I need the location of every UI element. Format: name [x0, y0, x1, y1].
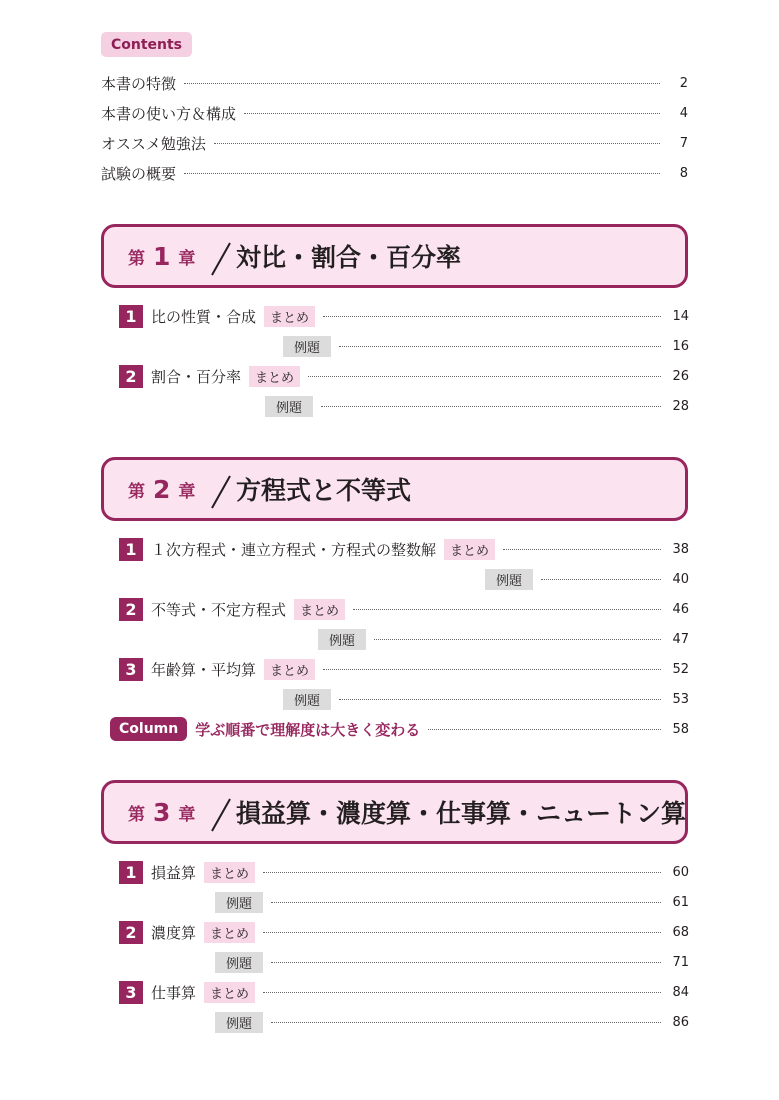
contents-badge: Contents [101, 32, 192, 57]
chapter-prefix: 第 [128, 248, 145, 269]
summary-tag: まとめ [264, 306, 315, 327]
leader-dots [184, 173, 660, 174]
chapter-number [128, 783, 195, 841]
chapter-num: 2 [153, 474, 171, 504]
leader-dots [374, 639, 661, 640]
chapter-suffix: 章 [178, 481, 196, 502]
chapter-num: 3 [153, 797, 171, 827]
toc-entry[interactable] [101, 131, 688, 155]
chapter-title: 対比・割合・百分率 [236, 243, 462, 272]
column-row[interactable] [110, 717, 689, 741]
page-number: 86 [672, 1014, 689, 1030]
leader-dots [271, 962, 661, 963]
example-tag: 例題 [215, 892, 263, 913]
chapter-suffix: 章 [178, 248, 196, 269]
chapter-heading[interactable] [101, 457, 688, 521]
chapter-title: 損益算・濃度算・仕事算・ニュートン算 [236, 799, 687, 828]
summary-tag: まとめ [264, 659, 315, 680]
section-row[interactable] [119, 920, 689, 944]
page-number: 40 [672, 571, 689, 587]
section-title: 損益算 [151, 863, 197, 882]
section-row[interactable] [119, 364, 689, 388]
leader-dots [271, 1022, 661, 1023]
chapter-heading[interactable] [101, 780, 688, 844]
leader-dots [244, 113, 660, 114]
section-row[interactable] [119, 597, 689, 621]
section-row[interactable] [119, 537, 689, 561]
leader-dots [339, 699, 661, 700]
section-number: 2 [119, 921, 143, 944]
summary-tag: まとめ [444, 539, 495, 560]
example-tag: 例題 [215, 1012, 263, 1033]
example-row[interactable] [265, 394, 689, 418]
page-number: 2 [679, 75, 688, 91]
example-tag: 例題 [265, 396, 313, 417]
section-row[interactable] [119, 860, 689, 884]
leader-dots [263, 992, 661, 993]
page-number: 71 [672, 954, 689, 970]
toc-entry[interactable] [101, 101, 688, 125]
leader-dots [323, 669, 661, 670]
page-number: 14 [672, 308, 689, 324]
page-number: 61 [672, 894, 689, 910]
summary-tag: まとめ [249, 366, 300, 387]
example-row[interactable] [485, 567, 689, 591]
page-number: 46 [672, 601, 689, 617]
page-number: 68 [672, 924, 689, 940]
section-number: 1 [119, 538, 143, 561]
page-number: 28 [672, 398, 689, 414]
toc-entry-label: 本書の特徴 [101, 74, 177, 93]
leader-dots [308, 376, 661, 377]
example-tag: 例題 [318, 629, 366, 650]
summary-tag: まとめ [204, 922, 255, 943]
section-title: 不等式・不定方程式 [151, 600, 287, 619]
leader-dots [353, 609, 661, 610]
toc-entry-label: 試験の概要 [101, 164, 177, 183]
example-tag: 例題 [283, 336, 331, 357]
page-number: 26 [672, 368, 689, 384]
summary-tag: まとめ [294, 599, 345, 620]
page-number: 52 [672, 661, 689, 677]
leader-dots [263, 932, 661, 933]
section-title: 濃度算 [151, 923, 197, 942]
leader-dots [428, 729, 661, 730]
toc-entry-label: 本書の使い方＆構成 [101, 104, 237, 123]
summary-tag: まとめ [204, 982, 255, 1003]
page-number: 16 [672, 338, 689, 354]
example-row[interactable] [215, 1010, 689, 1034]
section-title: 割合・百分率 [151, 367, 242, 386]
page-number: 58 [672, 721, 689, 737]
page-number: 60 [672, 864, 689, 880]
slash-divider-icon [210, 240, 232, 278]
section-title: 仕事算 [151, 983, 197, 1002]
chapter-suffix: 章 [178, 804, 196, 825]
example-tag: 例題 [485, 569, 533, 590]
section-number: 1 [119, 305, 143, 328]
page-number: 8 [679, 165, 688, 181]
slash-divider-icon [210, 473, 232, 511]
leader-dots [184, 83, 660, 84]
chapter-heading[interactable] [101, 224, 688, 288]
leader-dots [263, 872, 661, 873]
section-row[interactable] [119, 980, 689, 1004]
section-number: 1 [119, 861, 143, 884]
page-number: 53 [672, 691, 689, 707]
leader-dots [271, 902, 661, 903]
example-row[interactable] [283, 334, 689, 358]
leader-dots [214, 143, 660, 144]
chapter-prefix: 第 [128, 804, 145, 825]
section-number: 2 [119, 598, 143, 621]
leader-dots [339, 346, 661, 347]
example-row[interactable] [283, 687, 689, 711]
page-number: 84 [672, 984, 689, 1000]
section-number: 2 [119, 365, 143, 388]
example-row[interactable] [215, 890, 689, 914]
section-row[interactable] [119, 657, 689, 681]
chapter-number [128, 460, 195, 518]
chapter-number [128, 227, 195, 285]
section-number: 3 [119, 658, 143, 681]
section-row[interactable] [119, 304, 689, 328]
leader-dots [541, 579, 661, 580]
page-number: 4 [679, 105, 688, 121]
column-title: 学ぶ順番で理解度は大きく変わる [195, 720, 421, 739]
example-row[interactable] [318, 627, 689, 651]
section-title: 年齢算・平均算 [151, 660, 257, 679]
chapter-num: 1 [153, 241, 171, 271]
page-number: 38 [672, 541, 689, 557]
chapter-prefix: 第 [128, 481, 145, 502]
example-tag: 例題 [283, 689, 331, 710]
leader-dots [321, 406, 661, 407]
chapter-title: 方程式と不等式 [236, 476, 412, 505]
toc-entry-label: オススメ勉強法 [101, 134, 206, 153]
toc-entry[interactable] [101, 71, 688, 95]
column-badge: Column [110, 717, 187, 741]
section-title: 比の性質・合成 [151, 307, 257, 326]
summary-tag: まとめ [204, 862, 255, 883]
example-row[interactable] [215, 950, 689, 974]
example-tag: 例題 [215, 952, 263, 973]
section-number: 3 [119, 981, 143, 1004]
toc-entry[interactable] [101, 161, 688, 185]
leader-dots [323, 316, 661, 317]
slash-divider-icon [210, 796, 232, 834]
section-title: １次方程式・連立方程式・方程式の整数解 [151, 540, 437, 559]
page-number: 7 [679, 135, 688, 151]
page-number: 47 [672, 631, 689, 647]
leader-dots [503, 549, 661, 550]
